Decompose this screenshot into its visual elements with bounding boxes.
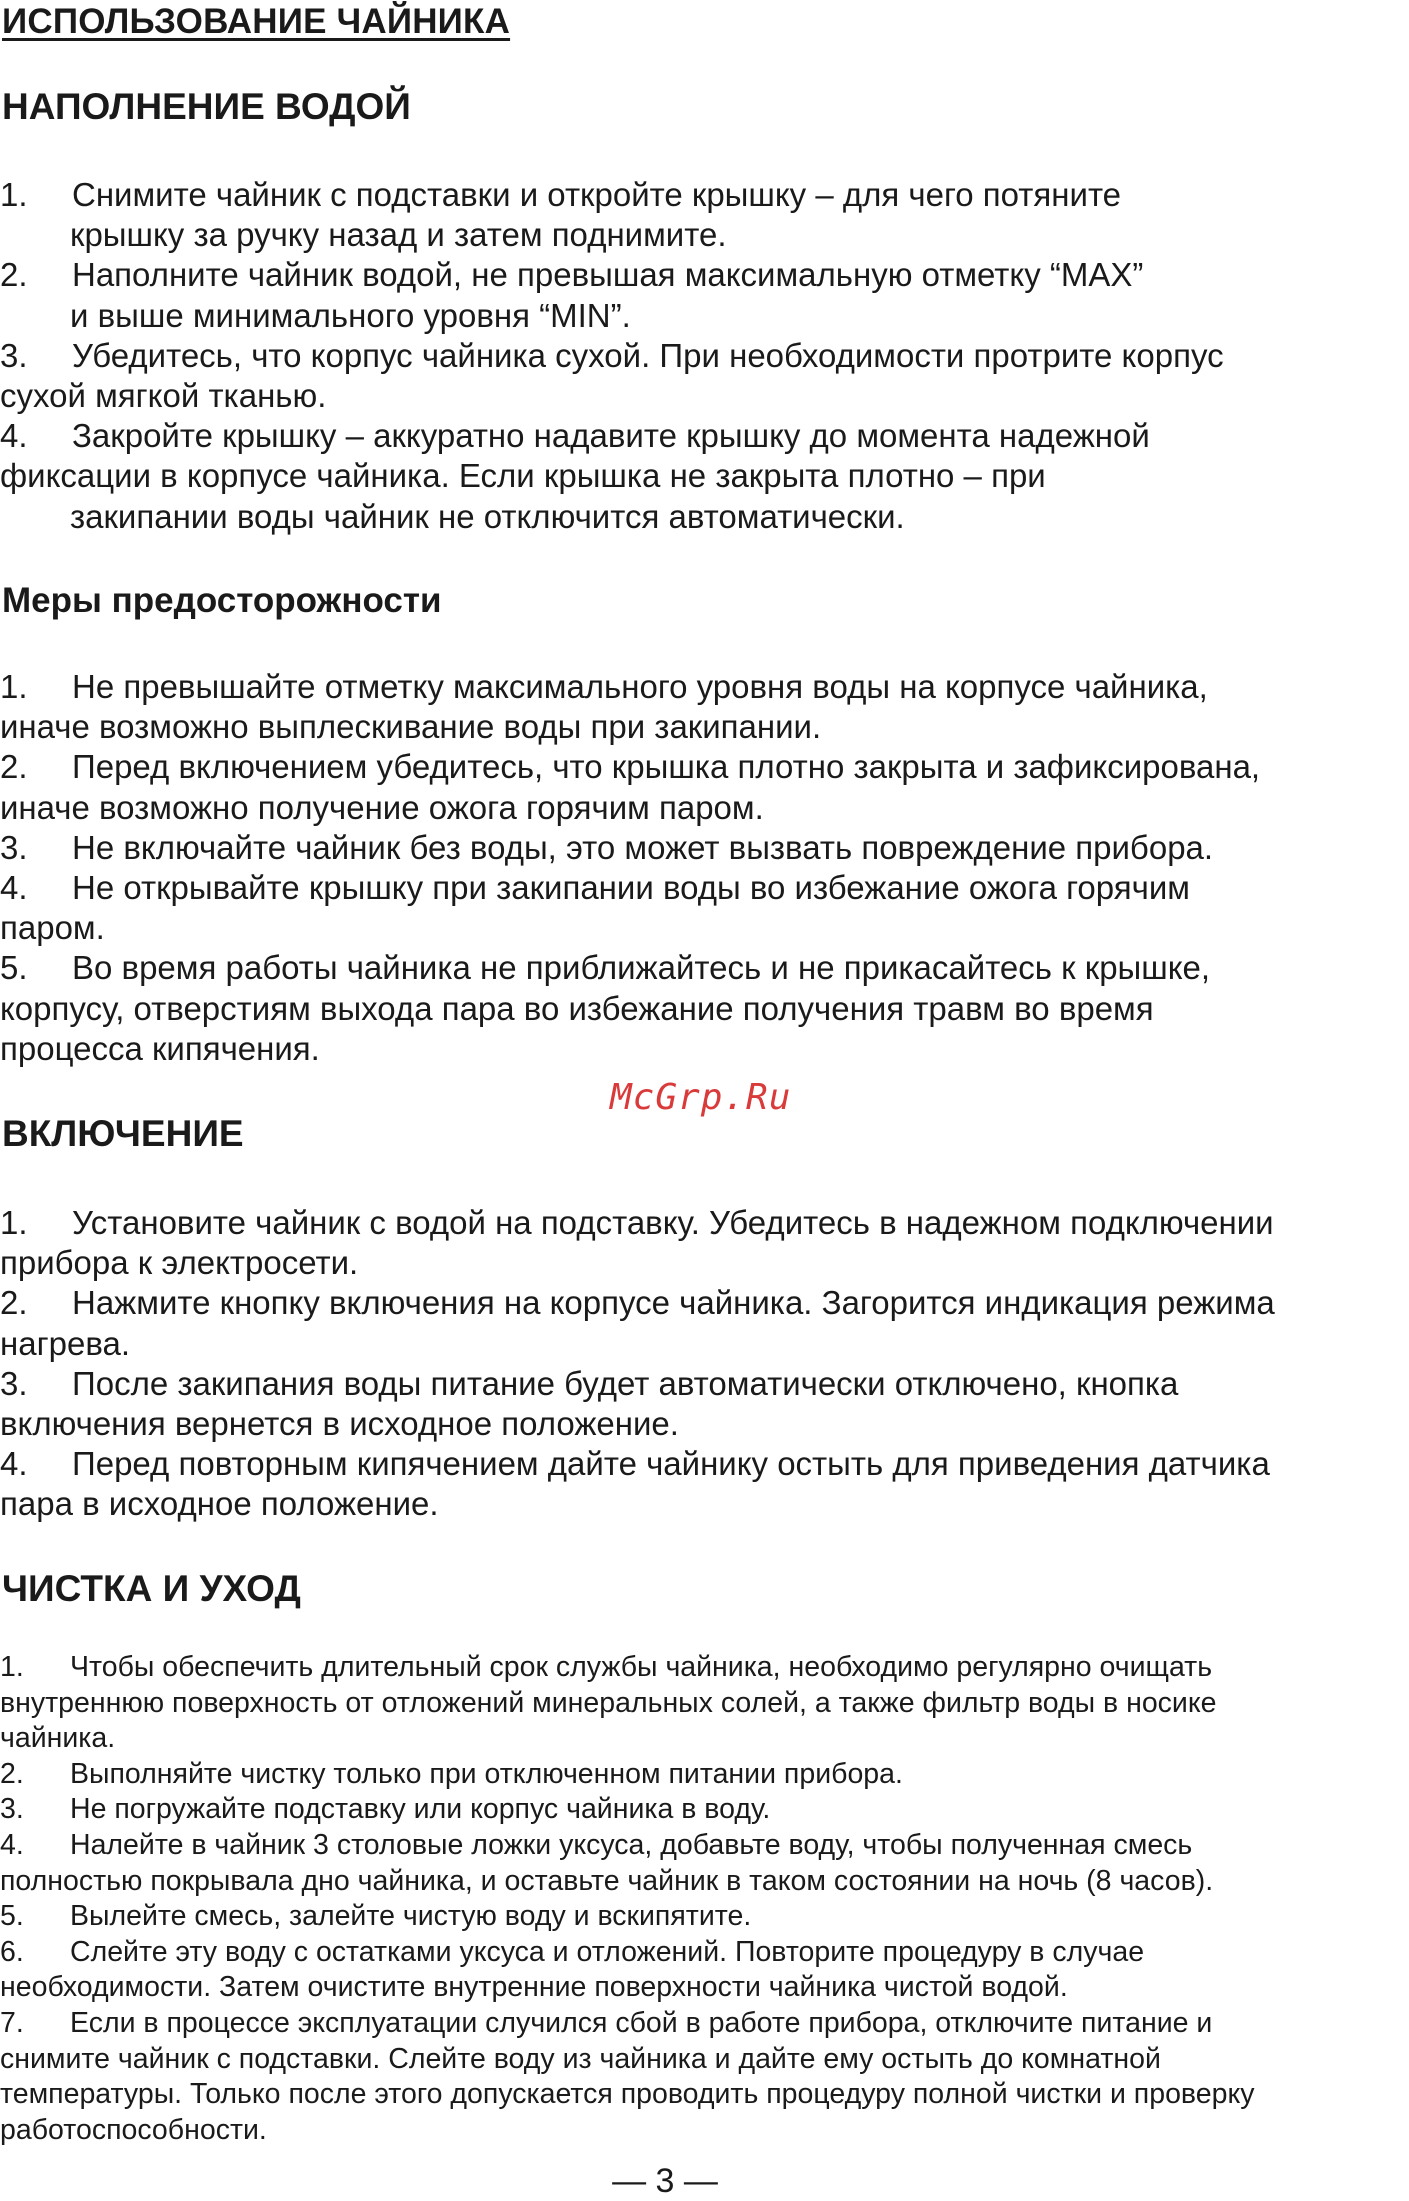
item-text: Если в процессе эксплуатации случился сбой в работе прибора, отключите питание и bbox=[70, 2006, 1213, 2039]
item-text: чайника. bbox=[0, 1722, 116, 1755]
item-text: Снимите чайник с подставки и откройте крышку – для чего потяните bbox=[72, 176, 1122, 213]
list-item-continuation bbox=[0, 296, 1224, 336]
list-item bbox=[0, 255, 1224, 295]
list-item-continuation bbox=[0, 788, 1260, 828]
list-item-continuation bbox=[0, 989, 1260, 1029]
item-text: Налейте в чайник 3 столовые ложки уксуса, добавьте воду, чтобы полученная смесь bbox=[70, 1828, 1193, 1861]
list-item-continuation bbox=[0, 376, 1224, 416]
item-text: Вылейте смесь, залейте чистую воду и вскипятите. bbox=[70, 1900, 752, 1933]
item-text: корпусу, отверстиям выхода пара во избежание получения травм во время bbox=[0, 989, 1154, 1027]
precautions-list bbox=[0, 667, 1260, 1069]
item-number: 1. bbox=[0, 1204, 28, 1241]
list-item bbox=[0, 1650, 1255, 1686]
item-number: 4. bbox=[0, 1445, 28, 1483]
section-heading-filling: НАПОЛНЕНИЕ ВОДОЙ bbox=[2, 86, 411, 127]
list-item bbox=[0, 1364, 1275, 1404]
list-item bbox=[0, 828, 1260, 868]
list-item-continuation bbox=[0, 1970, 1255, 2006]
item-text: Чтобы обеспечить длительный срок службы чайника, необходимо регулярно очищать bbox=[70, 1651, 1213, 1683]
item-text: иначе возможно выплескивание воды при закипании. bbox=[0, 708, 822, 746]
item-number: 5. bbox=[0, 1900, 24, 1933]
item-number: 1. bbox=[0, 668, 28, 705]
list-item bbox=[0, 1828, 1255, 1864]
item-number: 4. bbox=[0, 417, 28, 455]
item-number: 4. bbox=[0, 1828, 24, 1861]
item-text: Выполняйте чистку только при отключенном питании прибора. bbox=[70, 1757, 903, 1790]
list-item bbox=[0, 747, 1260, 787]
item-number: 7. bbox=[0, 2006, 24, 2039]
cleaning-list bbox=[0, 1650, 1255, 2148]
item-text: процесса кипячения. bbox=[0, 1029, 320, 1067]
item-text: Не превышайте отметку максимального уровня воды на корпусе чайника, bbox=[72, 668, 1208, 705]
item-number: 6. bbox=[0, 1935, 24, 1968]
item-text: Установите чайник с водой на подставку. Убедитесь в надежном подключении bbox=[72, 1204, 1274, 1241]
list-item bbox=[0, 416, 1224, 456]
page-number: — 3 — bbox=[612, 2162, 718, 2200]
item-number: 3. bbox=[0, 828, 28, 866]
item-text: Не включайте чайник без воды, это может вызвать повреждение прибора. bbox=[72, 828, 1214, 866]
item-number: 1. bbox=[0, 176, 28, 213]
list-item bbox=[0, 1792, 1255, 1828]
switching-on-list bbox=[0, 1203, 1275, 1525]
item-text: и выше минимального уровня “MIN”. bbox=[70, 296, 631, 334]
list-item bbox=[0, 2006, 1255, 2042]
item-text: Наполните чайник водой, не превышая максимальную отметку “MAX” bbox=[72, 256, 1144, 294]
list-item bbox=[0, 1444, 1275, 1484]
item-text: температуры. Только после этого допускается проводить процедуру полной чистки и проверку bbox=[0, 2078, 1255, 2111]
item-number: 3. bbox=[0, 1793, 24, 1826]
list-item-continuation bbox=[0, 215, 1224, 255]
list-item-continuation bbox=[0, 1721, 1255, 1757]
item-number: 2. bbox=[0, 256, 28, 294]
list-item bbox=[0, 1283, 1275, 1323]
list-item-continuation bbox=[0, 707, 1260, 747]
item-text: пара в исходное положение. bbox=[0, 1485, 439, 1523]
item-number: 1. bbox=[0, 1651, 24, 1683]
list-item-continuation bbox=[0, 1484, 1275, 1524]
list-item-continuation bbox=[0, 456, 1224, 496]
item-text: паром. bbox=[0, 909, 105, 947]
item-number: 5. bbox=[0, 949, 28, 987]
item-text: Нажмите кнопку включения на корпусе чайника. Загорится индикация режима bbox=[72, 1284, 1275, 1322]
item-text: Во время работы чайника не приближайтесь и не прикасайтесь к крышке, bbox=[72, 949, 1211, 987]
item-text: Перед включением убедитесь, что крышка плотно закрыта и зафиксирована, bbox=[72, 748, 1261, 786]
item-text: Не погружайте подставку или корпус чайника в воду. bbox=[70, 1793, 771, 1826]
item-text: работоспособности. bbox=[0, 2113, 267, 2146]
item-text: необходимости. Затем очистите внутренние поверхности чайника чистой водой. bbox=[0, 1971, 1068, 2004]
item-number: 3. bbox=[0, 1364, 28, 1402]
item-text: Закройте крышку – аккуратно надавите крышку до момента надежной bbox=[72, 417, 1150, 455]
item-text: Перед повторным кипячением дайте чайнику остыть для приведения датчика bbox=[72, 1445, 1270, 1483]
item-text: нагрева. bbox=[0, 1324, 131, 1362]
item-number: 2. bbox=[0, 1757, 24, 1790]
watermark: McGrp.Ru bbox=[610, 1077, 792, 1118]
list-item bbox=[0, 667, 1260, 707]
list-item-continuation bbox=[0, 2042, 1255, 2078]
list-item bbox=[0, 1203, 1275, 1243]
list-item bbox=[0, 1899, 1255, 1935]
list-item-continuation bbox=[0, 2077, 1255, 2113]
item-number: 2. bbox=[0, 1284, 28, 1322]
item-text: снимите чайник с подставки. Слейте воду из чайника и дайте ему остыть до комнатной bbox=[0, 2042, 1161, 2075]
filling-list bbox=[0, 175, 1224, 537]
item-number: 3. bbox=[0, 336, 28, 374]
list-item-continuation bbox=[0, 1324, 1275, 1364]
item-text: Убедитесь, что корпус чайника сухой. При необходимости протрите корпус bbox=[72, 336, 1224, 374]
list-item-continuation bbox=[0, 1864, 1255, 1900]
list-item bbox=[0, 1757, 1255, 1793]
item-text: включения вернется в исходное положение. bbox=[0, 1405, 679, 1443]
item-text: Не открывайте крышку при закипании воды во избежание ожога горячим bbox=[72, 869, 1190, 907]
list-item-continuation bbox=[0, 1686, 1255, 1722]
list-item bbox=[0, 948, 1260, 988]
item-text: иначе возможно получение ожога горячим паром. bbox=[0, 788, 764, 826]
list-item-continuation bbox=[0, 1243, 1275, 1283]
item-text: фиксации в корпусе чайника. Если крышка не закрыта плотно – при bbox=[0, 457, 1046, 495]
list-item bbox=[0, 336, 1224, 376]
list-item-continuation bbox=[0, 1404, 1275, 1444]
item-text: Слейте эту воду с остатками уксуса и отложений. Повторите процедуру в случае bbox=[70, 1935, 1145, 1968]
list-item bbox=[0, 1935, 1255, 1971]
list-item-continuation bbox=[0, 908, 1260, 948]
page-title: ИСПОЛЬЗОВАНИЕ ЧАЙНИКА bbox=[2, 2, 511, 41]
item-text: сухой мягкой тканью. bbox=[0, 377, 327, 415]
item-text: полностью покрывала дно чайника, и оставьте чайник в таком состоянии на ночь (8 часов). bbox=[0, 1864, 1214, 1897]
section-heading-cleaning: ЧИСТКА И УХОД bbox=[2, 1568, 301, 1609]
list-item bbox=[0, 868, 1260, 908]
item-number: 4. bbox=[0, 869, 28, 907]
section-heading-switching-on: ВКЛЮЧЕНИЕ bbox=[2, 1113, 244, 1154]
item-text: прибора к электросети. bbox=[0, 1244, 359, 1282]
item-number: 2. bbox=[0, 748, 28, 786]
item-text: закипании воды чайник не отключится автоматически. bbox=[70, 497, 905, 535]
item-text: После закипания воды питание будет автоматически отключено, кнопка bbox=[72, 1364, 1179, 1402]
section-heading-precautions: Меры предосторожности bbox=[2, 581, 442, 620]
item-text: внутреннюю поверхность от отложений минеральных солей, а также фильтр воды в носике bbox=[0, 1686, 1217, 1719]
list-item-continuation bbox=[0, 1029, 1260, 1069]
list-item bbox=[0, 175, 1224, 215]
list-item-continuation bbox=[0, 2113, 1255, 2149]
item-text: крышку за ручку назад и затем поднимите. bbox=[70, 216, 727, 254]
list-item-continuation bbox=[0, 497, 1224, 537]
